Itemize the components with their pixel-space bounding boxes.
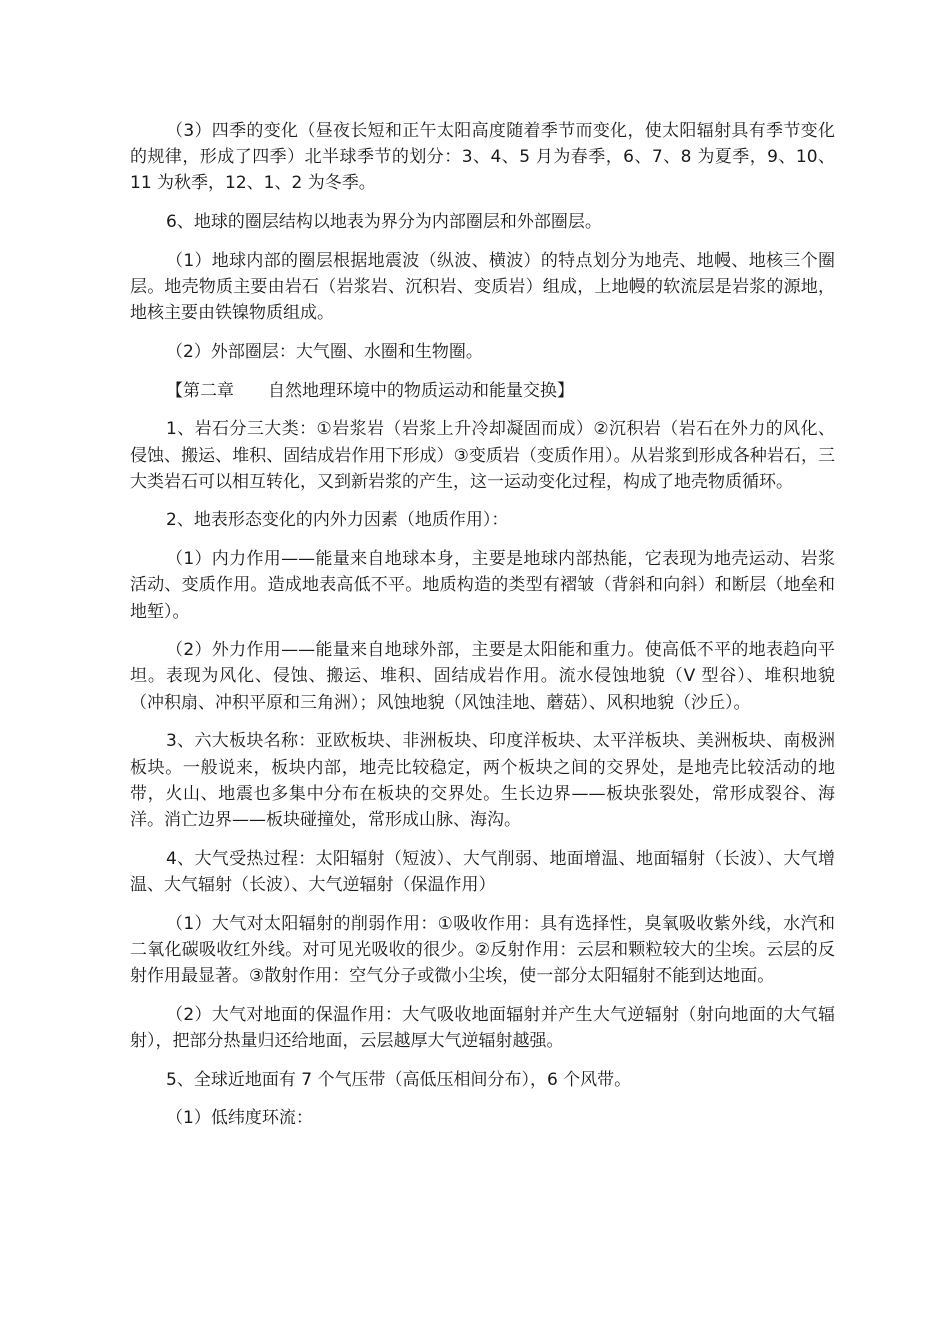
- paragraph-earth-layers: 6、地球的圈层结构以地表为界分为内部圈层和外部圈层。: [166, 212, 602, 233]
- paragraph-insulation-effect: （2）大气对地面的保温作用：大气吸收地面辐射并产生大气逆辐射（射向地面的大气辐射），把部分热量归还给地面，云层越厚大气逆辐射越强。: [130, 1004, 835, 1051]
- document-page: [130, 118, 835, 1132]
- paragraph-low-latitude-circulation: （1）低纬度环流：: [166, 1108, 313, 1129]
- chapter-heading: 【第二章 自然地理环境中的物质运动和能量交换】: [166, 380, 574, 401]
- paragraph-pressure-belts: 5、全球近地面有 7 个气压带（高低压相间分布），6 个风带。: [166, 1069, 632, 1090]
- paragraph-rock-types: 1、岩石分三大类：①岩浆岩（岩浆上升冷却凝固而成）②沉积岩（岩石在外力的风化、侵蚀、搬运、堆积、固结成岩作用下形成）③变质岩（变质作用）。从岩浆到形成各种岩石，三大类岩石可以相互转化，又到新岩浆的产生，这一运动变化过程，构成了地壳物质循环。: [130, 419, 835, 492]
- paragraph-outer-layers: （2）外部圈层：大气圈、水圈和生物圈。: [166, 341, 483, 362]
- paragraph-plates: 3、六大板块名称：亚欧板块、非洲板块、印度洋板块、太平洋板块、美洲板块、南极洲板块。一般说来，板块内部，地壳比较稳定，两个板块之间的交界处，是地壳比较活动的地带，火山、地震也多集中分布在板块的交界处。生长边界——板块张裂处，常形成裂谷、海洋。消亡边界——板块碰撞处，常形成山脉、海沟。: [130, 731, 835, 830]
- paragraph-atmosphere-heating: 4、大气受热过程：太阳辐射（短波）、大气削弱、地面增温、地面辐射（长波）、大气增温、大气辐射（长波）、大气逆辐射（保温作用）: [130, 848, 835, 895]
- paragraph-inner-layers: （1）地球内部的圈层根据地震波（纵波、横波）的特点划分为地壳、地幔、地核三个圈层。地壳物质主要由岩石（岩浆岩、沉积岩、变质岩）组成，上地幔的软流层是岩浆的源地，地核主要由铁镍物质组成。: [130, 250, 835, 324]
- paragraph-external-forces: （2）外力作用——能量来自地球外部，主要是太阳能和重力。使高低不平的地表趋向平坦。表现为风化、侵蚀、搬运、堆积、固结成岩作用。流水侵蚀地貌（V 型谷）、堆积地貌（冲积扇、冲积平原和三角洲）；风蚀地貌（风蚀洼地、蘑菇）、风积地貌（沙丘）。: [130, 640, 835, 713]
- paragraph-landform-factors: 2、地表形态变化的内外力因素（地质作用）：: [166, 510, 509, 531]
- paragraph-internal-forces: （1）内力作用——能量来自地球本身，主要是地球内部热能，它表现为地壳运动、岩浆活动、变质作用。造成地表高低不平。地质构造的类型有褶皱（背斜和向斜）和断层（地垒和地堑）。: [130, 549, 835, 622]
- paragraph-seasons: （3）四季的变化（昼夜长短和正午太阳高度随着季节而变化，使太阳辐射具有季节变化的规律，形成了四季）北半球季节的划分：3、4、5 月为春季，6、7、8 为夏季，9、10、11 为秋季，12、1、2 为冬季。: [130, 121, 835, 194]
- paragraph-weakening-effect: （1）大气对太阳辐射的削弱作用：①吸收作用：具有选择性，臭氧吸收紫外线，水汽和二氧化碳吸收红外线。对可见光吸收的很少。②反射作用：云层和颗粒较大的尘埃。云层的反射作用最显著。③散射作用：空气分子或微小尘埃，使一部分太阳辐射不能到达地面。: [130, 913, 835, 986]
